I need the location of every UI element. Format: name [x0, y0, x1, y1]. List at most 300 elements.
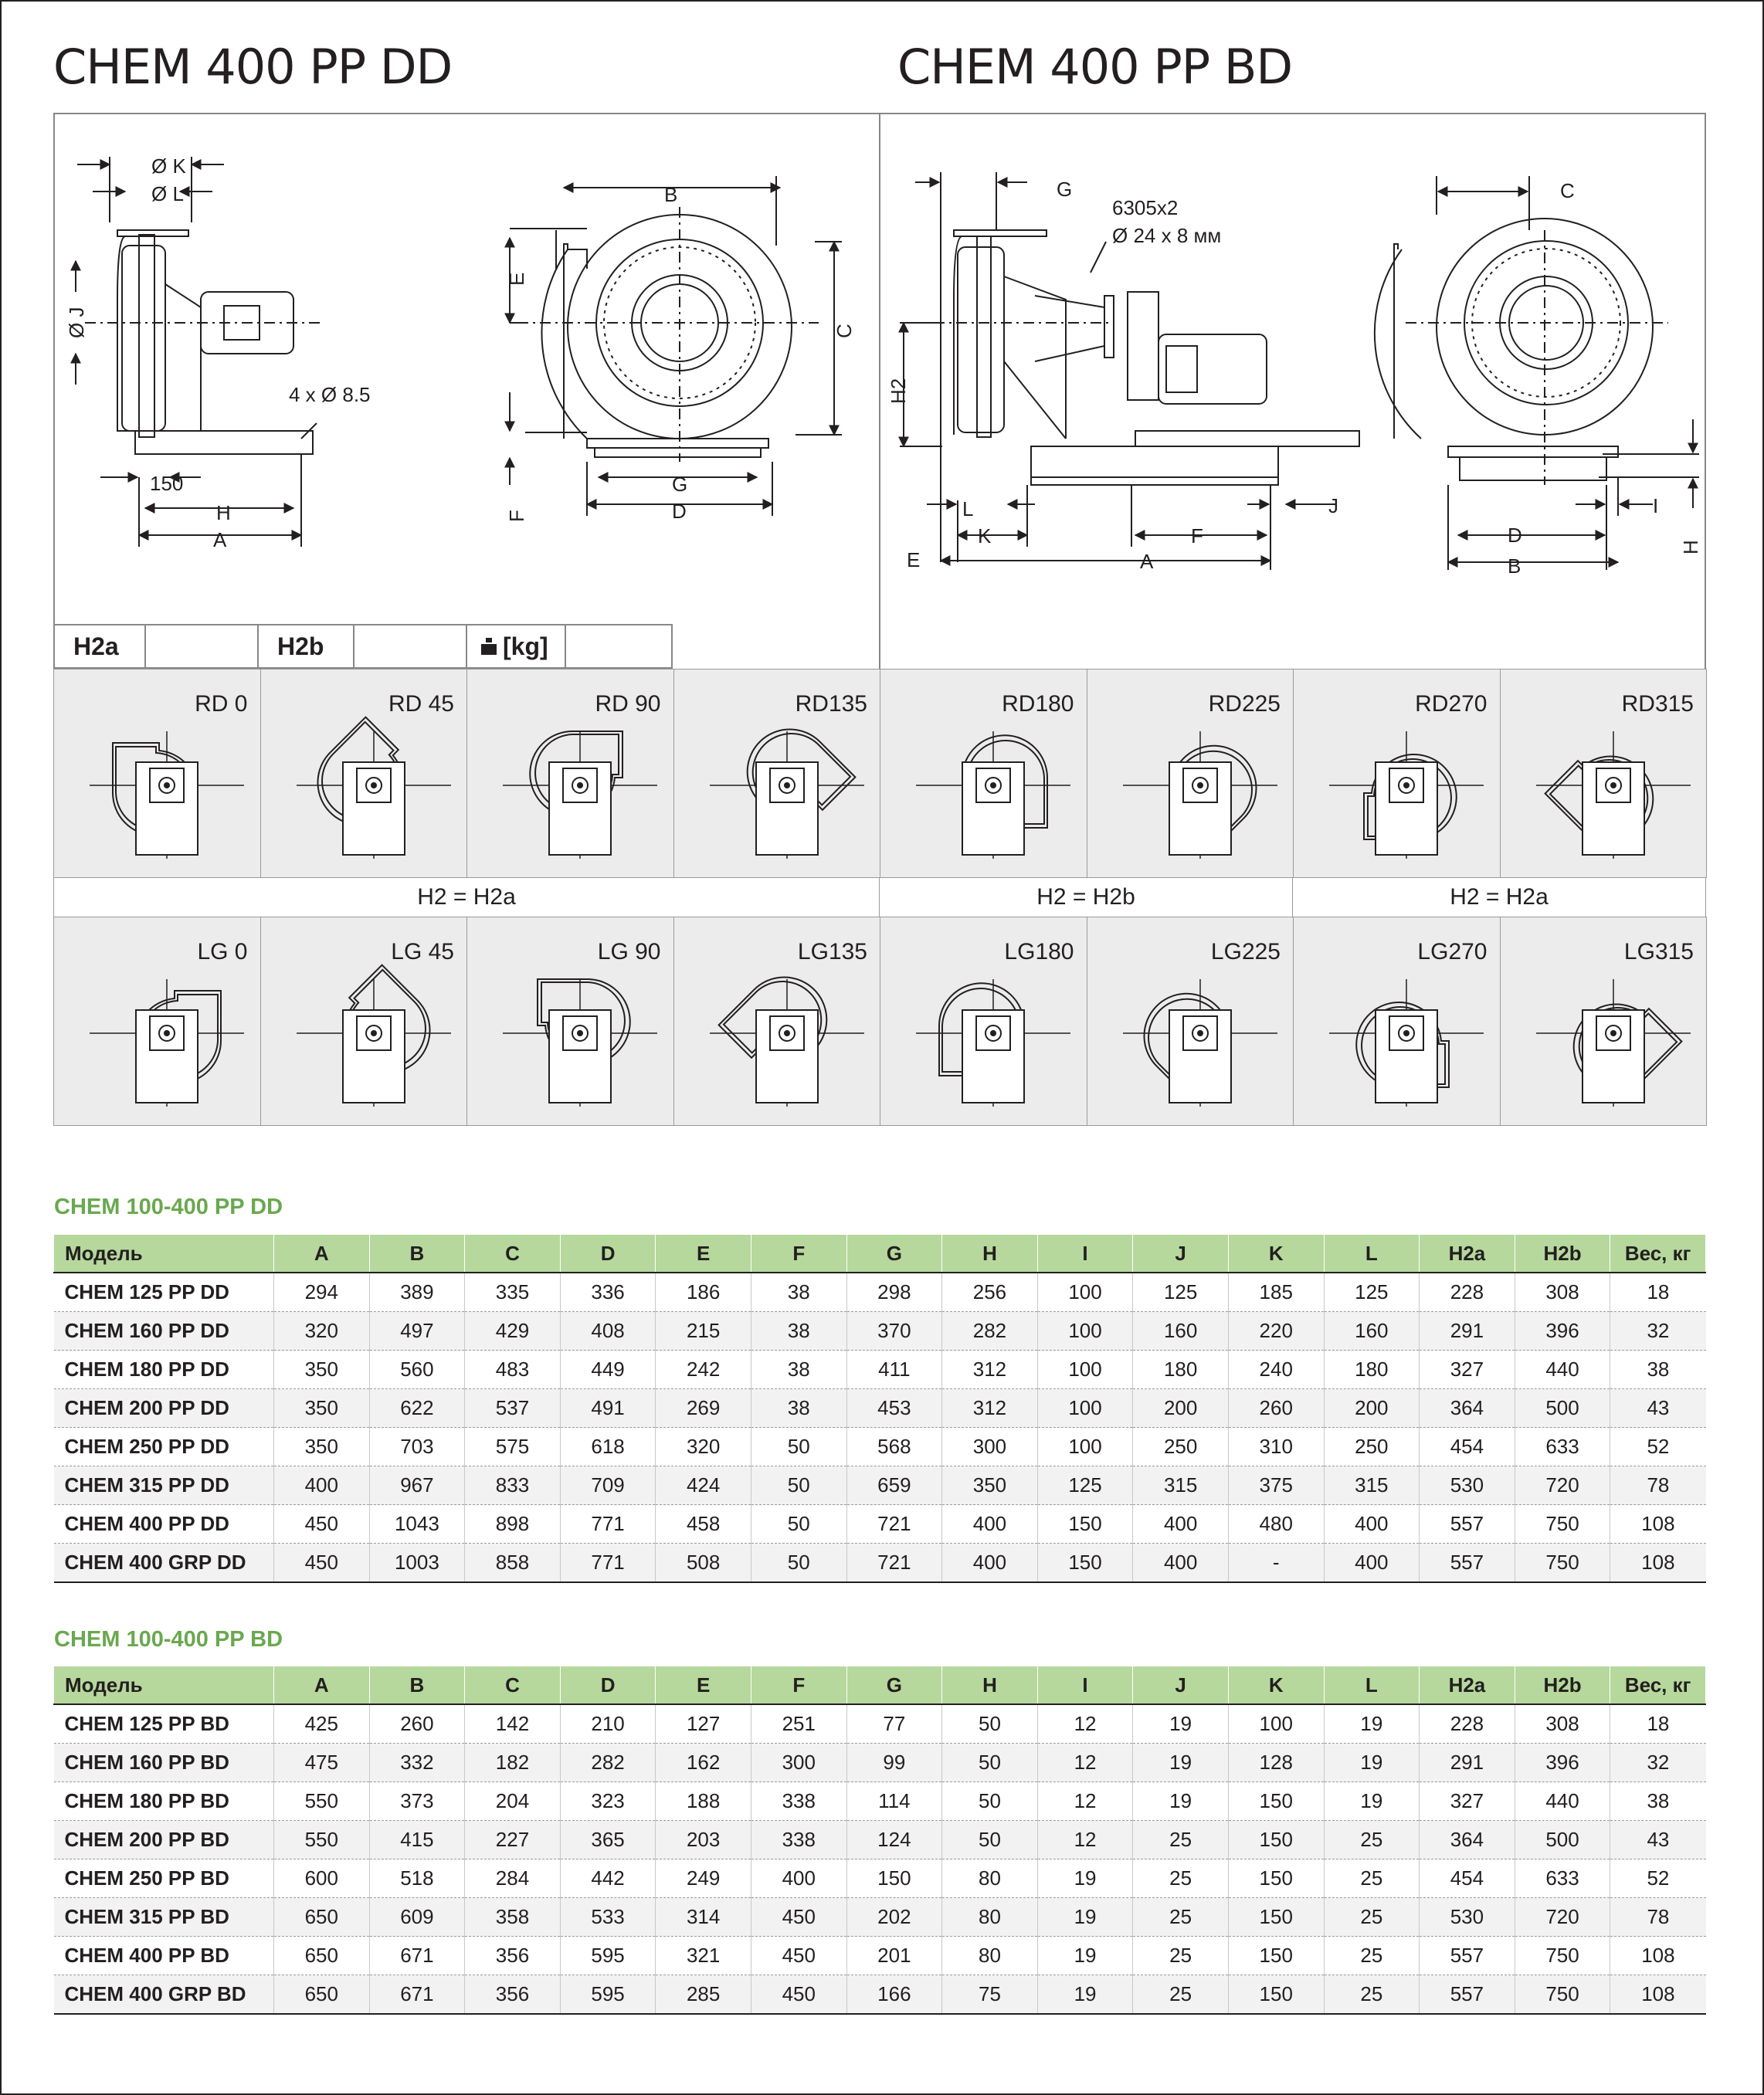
- col-header: E: [656, 1666, 751, 1705]
- value-cell: 150: [846, 1859, 942, 1898]
- value-cell: 269: [656, 1389, 751, 1428]
- fan-orientation-icon: [1321, 948, 1491, 1118]
- lg-cell-5: [1087, 917, 1294, 1126]
- value-cell: 52: [1610, 1428, 1706, 1466]
- dd-drawing: [54, 114, 877, 622]
- value-cell: 650: [274, 1937, 370, 1975]
- table-row: [54, 1505, 1706, 1544]
- fan-orientation-icon: [702, 948, 872, 1118]
- col-header: G: [846, 1666, 942, 1705]
- table-bd: [53, 1666, 1706, 2015]
- rd-cell-label: RD 45: [388, 691, 454, 717]
- value-cell: 249: [656, 1859, 751, 1898]
- model-cell: CHEM 200 PP BD: [54, 1821, 274, 1859]
- col-header: C: [465, 1235, 561, 1273]
- rd-cell-0: [53, 669, 261, 878]
- value-cell: 38: [1610, 1782, 1706, 1821]
- table-row: [54, 1273, 1706, 1312]
- value-cell: 180: [1133, 1351, 1229, 1389]
- value-cell: 19: [1037, 1937, 1133, 1975]
- value-cell: 475: [274, 1744, 370, 1782]
- value-cell: 25: [1324, 1821, 1420, 1859]
- value-cell: 375: [1228, 1466, 1324, 1505]
- value-cell: 142: [465, 1704, 561, 1744]
- value-cell: 203: [656, 1821, 751, 1859]
- value-cell: 450: [751, 1898, 846, 1937]
- value-cell: 530: [1420, 1898, 1515, 1937]
- bd-dim-j: J: [1328, 494, 1338, 517]
- col-header: F: [751, 1235, 846, 1273]
- lg-cell-label: LG225: [1210, 939, 1281, 964]
- value-cell: 150: [1037, 1505, 1133, 1544]
- bd-drawing: [880, 114, 1705, 622]
- col-header: L: [1324, 1235, 1420, 1273]
- col-header: H2a: [1420, 1666, 1515, 1705]
- weight-icon: [480, 637, 498, 656]
- dim-a: A: [213, 528, 227, 551]
- value-cell: 671: [369, 1937, 465, 1975]
- col-header: J: [1133, 1666, 1229, 1705]
- value-cell: 240: [1228, 1351, 1324, 1389]
- value-cell: 185: [1228, 1273, 1324, 1312]
- bd-dim-h2: H2: [887, 378, 910, 404]
- value-cell: 260: [369, 1704, 465, 1744]
- dim-f: F: [505, 510, 528, 522]
- value-cell: 356: [465, 1937, 561, 1975]
- value-cell: 600: [274, 1859, 370, 1898]
- fan-orientation-icon: [702, 700, 872, 870]
- value-cell: 595: [560, 1975, 656, 2015]
- value-cell: 332: [369, 1744, 465, 1782]
- value-cell: 350: [274, 1389, 370, 1428]
- value-cell: 284: [465, 1859, 561, 1898]
- value-cell: 228: [1420, 1273, 1515, 1312]
- value-cell: 43: [1610, 1389, 1706, 1428]
- title-bd: CHEM 400 PP BD: [897, 39, 1293, 95]
- value-cell: 327: [1420, 1782, 1515, 1821]
- value-cell: 251: [751, 1704, 846, 1744]
- dim-l: Ø L: [151, 182, 184, 205]
- value-cell: 720: [1515, 1466, 1610, 1505]
- value-cell: 25: [1324, 1898, 1420, 1937]
- model-cell: CHEM 400 PP DD: [54, 1505, 274, 1544]
- value-cell: 750: [1515, 1975, 1610, 2015]
- value-cell: 356: [465, 1975, 561, 2015]
- value-cell: 373: [369, 1782, 465, 1821]
- value-cell: 312: [942, 1351, 1038, 1389]
- value-cell: 38: [751, 1351, 846, 1389]
- lg-cell-2: [466, 917, 674, 1126]
- value-cell: 364: [1420, 1821, 1515, 1859]
- value-cell: 150: [1228, 1937, 1324, 1975]
- value-cell: 282: [560, 1744, 656, 1782]
- value-cell: 210: [560, 1704, 656, 1744]
- value-cell: 750: [1515, 1544, 1610, 1583]
- model-cell: CHEM 125 PP DD: [54, 1273, 274, 1312]
- col-header: Вес, кг: [1610, 1666, 1706, 1705]
- bd-dim-i: I: [1653, 494, 1659, 517]
- value-cell: 967: [369, 1466, 465, 1505]
- dim-c: C: [833, 324, 856, 338]
- model-cell: CHEM 160 PP BD: [54, 1744, 274, 1782]
- value-cell: 250: [1324, 1428, 1420, 1466]
- value-cell: 160: [1324, 1312, 1420, 1351]
- value-cell: 396: [1515, 1312, 1610, 1351]
- col-header: J: [1133, 1235, 1229, 1273]
- value-cell: 338: [751, 1782, 846, 1821]
- value-cell: 557: [1420, 1505, 1515, 1544]
- value-cell: 440: [1515, 1351, 1610, 1389]
- fan-orientation-icon: [289, 948, 459, 1118]
- value-cell: 80: [942, 1898, 1038, 1937]
- value-cell: 898: [465, 1505, 561, 1544]
- bd-dim-e: E: [907, 548, 921, 571]
- dim-d: D: [672, 500, 687, 523]
- value-cell: 150: [1228, 1859, 1324, 1898]
- fan-orientation-icon: [495, 700, 665, 870]
- model-cell: CHEM 125 PP BD: [54, 1704, 274, 1744]
- bd-dim-l: L: [962, 497, 974, 520]
- value-cell: 25: [1133, 1821, 1229, 1859]
- value-cell: 568: [846, 1428, 942, 1466]
- value-cell: 12: [1037, 1782, 1133, 1821]
- bd-dim-k: K: [978, 524, 992, 547]
- value-cell: 618: [560, 1428, 656, 1466]
- rd-cell-label: RD315: [1621, 691, 1694, 717]
- col-header: G: [846, 1235, 942, 1273]
- value-cell: 108: [1610, 1975, 1706, 2015]
- col-header: I: [1037, 1235, 1133, 1273]
- weight-unit: [kg]: [503, 632, 548, 660]
- h2a-label: H2a: [53, 624, 146, 669]
- col-header: H2a: [1420, 1235, 1515, 1273]
- value-cell: 150: [1228, 1975, 1324, 2015]
- value-cell: 500: [1515, 1821, 1610, 1859]
- value-cell: 650: [274, 1975, 370, 2015]
- value-cell: 50: [942, 1821, 1038, 1859]
- table-bd-title: CHEM 100-400 PP BD: [54, 1627, 283, 1652]
- value-cell: 315: [1133, 1466, 1229, 1505]
- value-cell: 400: [751, 1859, 846, 1898]
- value-cell: 633: [1515, 1428, 1610, 1466]
- bd-dim-c: C: [1560, 179, 1575, 202]
- rd-cell-2: [466, 669, 674, 878]
- bd-dim-b: B: [1508, 554, 1521, 578]
- value-cell: 80: [942, 1937, 1038, 1975]
- weight-label: [466, 624, 566, 669]
- value-cell: 633: [1515, 1859, 1610, 1898]
- value-cell: 162: [656, 1744, 751, 1782]
- col-header: Модель: [54, 1235, 274, 1273]
- value-cell: 19: [1037, 1859, 1133, 1898]
- value-cell: 575: [465, 1428, 561, 1466]
- value-cell: 450: [274, 1544, 370, 1583]
- value-cell: 350: [274, 1351, 370, 1389]
- value-cell: 25: [1133, 1859, 1229, 1898]
- value-cell: 50: [751, 1428, 846, 1466]
- value-cell: 557: [1420, 1544, 1515, 1583]
- model-cell: CHEM 160 PP DD: [54, 1312, 274, 1351]
- value-cell: 400: [1324, 1544, 1420, 1583]
- value-cell: 771: [560, 1505, 656, 1544]
- model-cell: CHEM 400 PP BD: [54, 1937, 274, 1975]
- fan-orientation-icon: [908, 948, 1078, 1118]
- fan-orientation-icon: [908, 700, 1078, 870]
- value-cell: 450: [751, 1975, 846, 2015]
- value-cell: 300: [751, 1744, 846, 1782]
- fan-orientation-icon: [1321, 700, 1491, 870]
- value-cell: 310: [1228, 1428, 1324, 1466]
- table-row: [54, 1782, 1706, 1821]
- value-cell: 166: [846, 1975, 942, 2015]
- value-cell: 659: [846, 1466, 942, 1505]
- value-cell: 25: [1324, 1937, 1420, 1975]
- col-header: Модель: [54, 1666, 274, 1705]
- value-cell: 108: [1610, 1505, 1706, 1544]
- weight-value[interactable]: [565, 624, 673, 669]
- value-cell: 323: [560, 1782, 656, 1821]
- table-row: [54, 1937, 1706, 1975]
- value-cell: 450: [274, 1505, 370, 1544]
- fan-orientation-icon: [289, 700, 459, 870]
- value-cell: 320: [656, 1428, 751, 1466]
- col-header: H: [942, 1235, 1038, 1273]
- value-cell: 294: [274, 1273, 370, 1312]
- value-cell: 750: [1515, 1937, 1610, 1975]
- value-cell: 415: [369, 1821, 465, 1859]
- value-cell: 32: [1610, 1312, 1706, 1351]
- rd-cell-1: [260, 669, 468, 878]
- value-cell: 491: [560, 1389, 656, 1428]
- h2b-value[interactable]: [353, 624, 467, 669]
- fan-orientation-icon: [1115, 948, 1285, 1118]
- value-cell: 833: [465, 1466, 561, 1505]
- col-header: A: [274, 1666, 370, 1705]
- table-dd: [53, 1234, 1706, 1583]
- value-cell: 250: [1133, 1428, 1229, 1466]
- value-cell: 125: [1037, 1466, 1133, 1505]
- lg-cell-label: LG180: [1004, 939, 1074, 964]
- value-cell: 518: [369, 1859, 465, 1898]
- col-header: D: [560, 1235, 656, 1273]
- value-cell: 721: [846, 1505, 942, 1544]
- value-cell: 350: [942, 1466, 1038, 1505]
- value-cell: 150: [1228, 1782, 1324, 1821]
- value-cell: 370: [846, 1312, 942, 1351]
- value-cell: 533: [560, 1898, 656, 1937]
- col-header: B: [369, 1666, 465, 1705]
- value-cell: 298: [846, 1273, 942, 1312]
- value-cell: 19: [1133, 1704, 1229, 1744]
- value-cell: 291: [1420, 1312, 1515, 1351]
- value-cell: 186: [656, 1273, 751, 1312]
- dim-k: Ø K: [151, 154, 186, 178]
- lg-cell-3: [673, 917, 881, 1126]
- fan-orientation-icon: [495, 948, 665, 1118]
- value-cell: 215: [656, 1312, 751, 1351]
- value-cell: 182: [465, 1744, 561, 1782]
- value-cell: 622: [369, 1389, 465, 1428]
- dim-h: H: [216, 501, 231, 524]
- rd-cell-4: [880, 669, 1087, 878]
- value-cell: 19: [1037, 1975, 1133, 2015]
- value-cell: 50: [942, 1744, 1038, 1782]
- value-cell: 1043: [369, 1505, 465, 1544]
- col-header: L: [1324, 1666, 1420, 1705]
- col-header: K: [1228, 1235, 1324, 1273]
- value-cell: 78: [1610, 1898, 1706, 1937]
- value-cell: 709: [560, 1466, 656, 1505]
- table-row: [54, 1389, 1706, 1428]
- value-cell: 50: [751, 1544, 846, 1583]
- value-cell: 38: [751, 1273, 846, 1312]
- bd-dim-g: G: [1057, 178, 1073, 201]
- value-cell: 400: [942, 1505, 1038, 1544]
- value-cell: 260: [1228, 1389, 1324, 1428]
- value-cell: 282: [942, 1312, 1038, 1351]
- rd-cell-label: RD180: [1002, 691, 1074, 717]
- lg-cell-7: [1500, 917, 1708, 1126]
- fan-orientation-icon: [82, 948, 252, 1118]
- value-cell: 12: [1037, 1821, 1133, 1859]
- value-cell: 550: [274, 1782, 370, 1821]
- value-cell: 338: [751, 1821, 846, 1859]
- value-cell: 400: [1133, 1505, 1229, 1544]
- table-row: [54, 1466, 1706, 1505]
- value-cell: 43: [1610, 1821, 1706, 1859]
- h2b-label: H2b: [257, 624, 354, 669]
- value-cell: 18: [1610, 1704, 1706, 1744]
- col-header: K: [1228, 1666, 1324, 1705]
- value-cell: 315: [1324, 1466, 1420, 1505]
- value-cell: 108: [1610, 1937, 1706, 1975]
- value-cell: 32: [1610, 1744, 1706, 1782]
- value-cell: 314: [656, 1898, 751, 1937]
- value-cell: 508: [656, 1544, 751, 1583]
- value-cell: 220: [1228, 1312, 1324, 1351]
- value-cell: 100: [1037, 1389, 1133, 1428]
- value-cell: 609: [369, 1898, 465, 1937]
- value-cell: 285: [656, 1975, 751, 2015]
- rd-cell-label: RD135: [795, 691, 867, 717]
- value-cell: 204: [465, 1782, 561, 1821]
- lg-cell-label: LG 45: [391, 939, 454, 964]
- value-cell: 100: [1037, 1273, 1133, 1312]
- value-cell: 308: [1515, 1273, 1610, 1312]
- value-cell: 25: [1133, 1898, 1229, 1937]
- value-cell: 52: [1610, 1859, 1706, 1898]
- col-header: Вес, кг: [1610, 1235, 1706, 1273]
- rd-cell-label: RD 90: [595, 691, 661, 717]
- table-row: [54, 1544, 1706, 1583]
- rd-cell-label: RD270: [1415, 691, 1488, 717]
- value-cell: 25: [1133, 1975, 1229, 2015]
- value-cell: 99: [846, 1744, 942, 1782]
- value-cell: 308: [1515, 1704, 1610, 1744]
- table-row: [54, 1975, 1706, 2015]
- lg-cell-label: LG 0: [197, 939, 248, 964]
- value-cell: 335: [465, 1273, 561, 1312]
- value-cell: 256: [942, 1273, 1038, 1312]
- value-cell: 364: [1420, 1389, 1515, 1428]
- value-cell: 557: [1420, 1937, 1515, 1975]
- col-header: A: [274, 1235, 370, 1273]
- model-cell: CHEM 180 PP BD: [54, 1782, 274, 1821]
- value-cell: 424: [656, 1466, 751, 1505]
- fan-orientation-icon: [1528, 700, 1698, 870]
- value-cell: 19: [1133, 1744, 1229, 1782]
- value-cell: 77: [846, 1704, 942, 1744]
- value-cell: 425: [274, 1704, 370, 1744]
- value-cell: 449: [560, 1351, 656, 1389]
- model-cell: CHEM 315 PP DD: [54, 1466, 274, 1505]
- col-header: F: [751, 1666, 846, 1705]
- h2a-value[interactable]: [144, 624, 259, 669]
- model-cell: CHEM 250 PP DD: [54, 1428, 274, 1466]
- value-cell: 327: [1420, 1351, 1515, 1389]
- fan-orientation-icon: [82, 700, 252, 870]
- value-cell: 560: [369, 1351, 465, 1389]
- value-cell: 19: [1037, 1898, 1133, 1937]
- col-header: B: [369, 1235, 465, 1273]
- value-cell: 200: [1324, 1389, 1420, 1428]
- value-cell: 671: [369, 1975, 465, 2015]
- model-cell: CHEM 315 PP BD: [54, 1898, 274, 1937]
- dim-150: 150: [150, 472, 184, 495]
- col-header: H: [942, 1666, 1038, 1705]
- value-cell: 454: [1420, 1428, 1515, 1466]
- value-cell: 450: [751, 1937, 846, 1975]
- model-cell: CHEM 250 PP BD: [54, 1859, 274, 1898]
- lg-cell-0: [53, 917, 261, 1126]
- value-cell: 400: [1133, 1544, 1229, 1583]
- table-row: [54, 1428, 1706, 1466]
- band-h2a-right: H2 = H2a: [1292, 877, 1706, 917]
- value-cell: 227: [465, 1821, 561, 1859]
- bd-bearing: 6305x2: [1112, 196, 1179, 219]
- value-cell: 300: [942, 1428, 1038, 1466]
- value-cell: 321: [656, 1937, 751, 1975]
- value-cell: 400: [274, 1466, 370, 1505]
- value-cell: 358: [465, 1898, 561, 1937]
- model-cell: CHEM 400 GRP DD: [54, 1544, 274, 1583]
- value-cell: 291: [1420, 1744, 1515, 1782]
- table-row: [54, 1859, 1706, 1898]
- value-cell: 400: [1324, 1505, 1420, 1544]
- dim-holes: 4 x Ø 8.5: [289, 383, 371, 406]
- dim-j: Ø J: [65, 307, 88, 338]
- model-cell: CHEM 200 PP DD: [54, 1389, 274, 1428]
- value-cell: 19: [1324, 1782, 1420, 1821]
- value-cell: 771: [560, 1544, 656, 1583]
- value-cell: 108: [1610, 1544, 1706, 1583]
- value-cell: 150: [1228, 1821, 1324, 1859]
- value-cell: 721: [846, 1544, 942, 1583]
- value-cell: 127: [656, 1704, 751, 1744]
- value-cell: 75: [942, 1975, 1038, 2015]
- value-cell: 336: [560, 1273, 656, 1312]
- value-cell: 128: [1228, 1744, 1324, 1782]
- value-cell: 537: [465, 1389, 561, 1428]
- band-h2b: H2 = H2b: [879, 877, 1293, 917]
- value-cell: 595: [560, 1937, 656, 1975]
- value-cell: 442: [560, 1859, 656, 1898]
- value-cell: 25: [1133, 1937, 1229, 1975]
- rd-cell-label: RD225: [1208, 691, 1281, 717]
- value-cell: 125: [1133, 1273, 1229, 1312]
- value-cell: 100: [1228, 1704, 1324, 1744]
- value-cell: 411: [846, 1351, 942, 1389]
